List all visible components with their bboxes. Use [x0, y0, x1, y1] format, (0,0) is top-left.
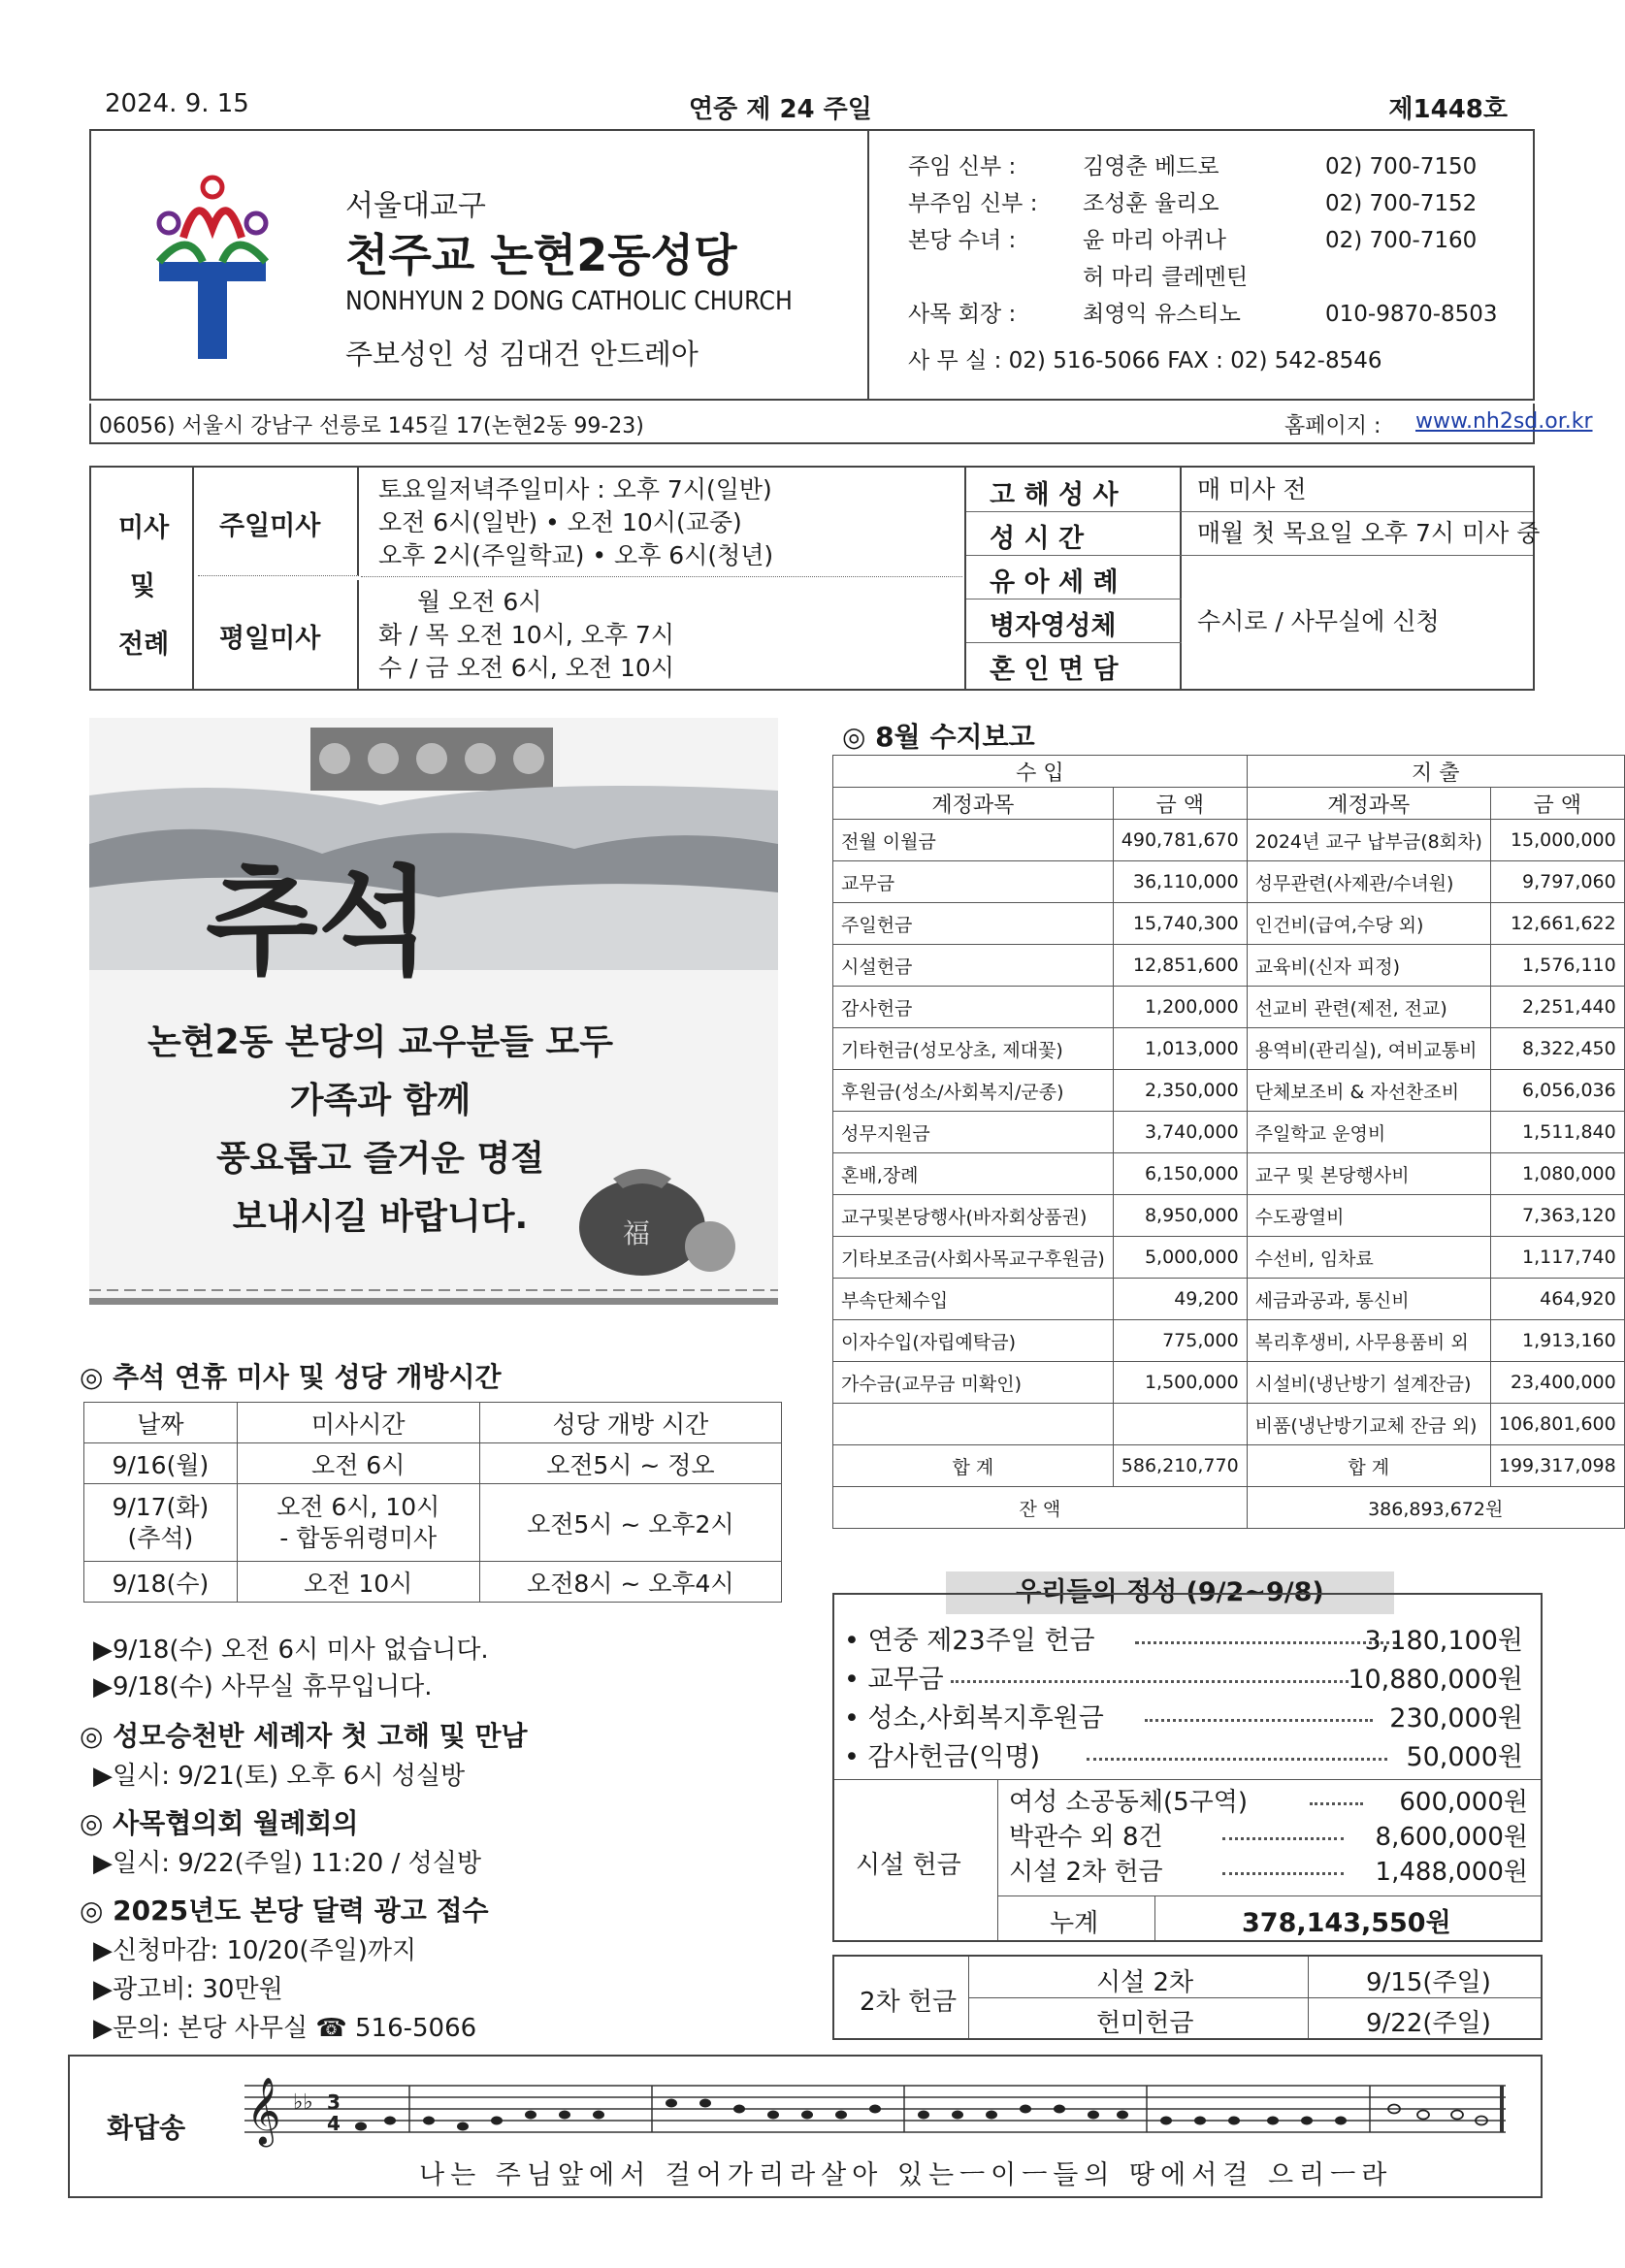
list-item: • 교무금 10,880,000원 [844, 1665, 1523, 1695]
table-row: 이자수입(자립예탁금) 775,000 복리후생비, 사무용품비 외 1,913,160 [833, 1320, 1625, 1362]
homepage-label: 홈페이지 : [1284, 414, 1381, 438]
table-row: 9/16(월) 오전 6시 오전5시 ~ 정오 [84, 1443, 782, 1484]
chuseok-note: ▶9/18(수) 사무실 휴무입니다. [93, 1672, 433, 1701]
lucky-bag-icon [574, 1135, 739, 1280]
issue-number: 제1448호 [1388, 95, 1508, 124]
svg-text:3: 3 [327, 2090, 341, 2114]
list-item: • 성소,사회복지후원금 230,000원 [844, 1703, 1523, 1733]
offering-list [844, 1622, 1523, 1777]
offering-title: 우리들의 정성 (9/2~9/8) [946, 1571, 1394, 1614]
chuseok-schedule-table: 날짜 미사시간 성당 개방 시간 9/16(월) 오전 6시 오전5시 ~ 정오 9/17(화) (추석) 오전 6시, 10시 - 합동위령미사 오전5시 ~ 오후2시 9/18(수) 오전 10시 오전8시 ~ 오후4시 [83, 1402, 782, 1603]
church-name: 천주교 논현2동성당 [345, 229, 737, 281]
list-item: 박관수 외 8건 8,600,000원 [1009, 1823, 1528, 1852]
church-logo-icon [130, 170, 295, 364]
chuseok-note: ▶9/18(수) 오전 6시 미사 없습니다. [93, 1636, 489, 1665]
cumulative-amount: 378,143,550원 [1242, 1908, 1451, 1938]
table-row: 교구및본당행사(바자회상품권) 8,950,000 수도광열비 7,363,120 [833, 1195, 1625, 1237]
list-item: 여성 소공동체(5구역) 600,000원 [1009, 1788, 1528, 1817]
finance-title: ◎ 8월 수지보고 [842, 721, 1035, 753]
psalm-label: 화답송 [107, 2112, 186, 2144]
weekday-mass-times: 월 오전 6시 화 / 목 오전 10시, 오후 7시 수 / 금 오전 6시, 오전 10시 [378, 588, 674, 682]
sacrament-adoration-value: 매월 첫 목요일 오후 7시 미사 중 [1197, 519, 1541, 547]
sacrament-apply-value: 수시로 / 사무실에 신청 [1197, 607, 1440, 635]
notice-item: ▶문의: 본당 사무실 ☎ 516-5066 [93, 2014, 477, 2043]
church-header: 서울대교구 천주교 논현2동성당 NONHYUN 2 DONG CATHOLIC CHURCH 주보성인 성 김대건 안드레아 주임 신부 : 김영춘 베드로 02) 700-7150 부주임 신부 : 조성훈 율리오 02) 700-7152 본당 수녀 : 윤 마리 아퀴나 02) 700-7160 허 마리 클레멘틴 사목 회장 : 최영익 유스티노 010-9870-8503 사 무 실 : 02) 516-5066 FAX : 02) 542-8546 [89, 129, 1535, 401]
expense-header: 지 출 [1247, 756, 1624, 788]
total-row: 합 계 586,210,770 합 계 199,317,098 [833, 1445, 1625, 1487]
facility-list [1009, 1785, 1528, 1890]
table-row: 부속단체수입 49,200 세금과공과, 통신비 464,920 [833, 1279, 1625, 1320]
second-collection-label: 2차 헌금 [860, 1988, 958, 2017]
list-item: • 연중 제23주일 헌금 3,180,100원 [844, 1626, 1523, 1656]
table-row: 성무지원금 3,740,000 주일학교 운영비 1,511,840 [833, 1112, 1625, 1153]
bulletin-date: 2024. 9. 15 [105, 89, 249, 118]
calligraphy-title: 추석 [206, 854, 431, 990]
list-item: 시설 2차 헌금 1,488,000원 [1009, 1858, 1528, 1887]
address: 06056) 서울시 강남구 선릉로 145길 17(논현2동 99-23) [99, 414, 644, 438]
chuseok-schedule-title: ◎ 추석 연휴 미사 및 성당 개방시간 [80, 1361, 502, 1393]
notice-item: ▶광고비: 30만원 [93, 1975, 283, 2004]
notice-item: ▶일시: 9/21(토) 오후 6시 성실방 [93, 1762, 466, 1791]
notice-title: ◎ 성모승천반 세례자 첫 고해 및 만남 [80, 1720, 528, 1752]
notice-item: ▶신청마감: 10/20(주일)까지 [93, 1936, 417, 1965]
table-row: 감사헌금 1,200,000 선교비 관련(제전, 전교) 2,251,440 [833, 987, 1625, 1028]
sacrament-confession-value: 매 미사 전 [1197, 475, 1307, 503]
mass-schedule [89, 466, 1541, 691]
second-collection: 2차 헌금 시설 2차 9/15(주일) 헌미헌금 9/22(주일) [832, 1955, 1543, 2040]
expense-total: 199,317,098 [1490, 1445, 1624, 1487]
table-row: 시설헌금 12,851,600 교육비(신자 피정) 1,576,110 [833, 945, 1625, 987]
table-row: 혼배,장례 6,150,000 교구 및 본당행사비 1,080,000 [833, 1153, 1625, 1195]
weekday-mass-label: 평일미사 [198, 580, 359, 689]
svg-text:𝄞: 𝄞 [246, 2077, 281, 2145]
income-header: 수 입 [833, 756, 1248, 788]
table-row: 전월 이월금 490,781,670 2024년 교구 납부금(8회차) 15,000,000 [833, 820, 1625, 861]
bag-character: 福 [623, 1217, 651, 1249]
greeting-text: 논현2동 본당의 교우분들 모두 가족과 함께 풍요롭고 즐거운 명절 보내시길 바랍니다. [147, 1022, 613, 1237]
list-item: • 감사헌금(익명) 50,000원 [844, 1742, 1523, 1772]
table-row: 9/18(수) 오전 10시 오전8시 ~ 오후4시 [84, 1562, 782, 1603]
table-row: 가수금(교무금 미확인) 1,500,000 시설비(냉난방기 설계잔금) 23,400,000 [833, 1362, 1625, 1404]
sunday-mass-times: 토요일저녁주일미사 : 오후 7시(일반) 오전 6시(일반) • 오전 10시(교중) 오후 2시(주일학교) • 오후 6시(청년) [378, 475, 774, 569]
mass-group-label: 미사 및 전례 [91, 468, 194, 689]
sacrament-labels: 고 해 성 사 성 시 간 유 아 세 례 병자영성체 혼 인 면 담 [966, 468, 1182, 689]
balance-row: 잔 액 386,893,672원 [833, 1487, 1625, 1529]
church-name-english: NONHYUN 2 DONG CATHOLIC CHURCH [345, 286, 793, 316]
diocese-name: 서울대교구 [345, 189, 486, 223]
liturgical-week: 연중 제 24 주일 [689, 95, 872, 124]
psalm-lyrics: 나는 주님앞에서 걸어가리라살아 있는ㅡ이ㅡ들의 땅에서걸 으리ㅡ라 [419, 2160, 1393, 2190]
notice-item: ▶일시: 9/22(주일) 11:20 / 성실방 [93, 1849, 481, 1878]
table-row: 주일헌금 15,740,300 인건비(급여,수당 외) 12,661,622 [833, 903, 1625, 945]
music-staff-icon [244, 2066, 1535, 2163]
notice-title: ◎ 사목협의회 월례회의 [80, 1807, 359, 1839]
address-bar [89, 404, 1593, 444]
table-row: 비품(냉난방기교체 잔금 외) 106,801,600 [833, 1404, 1625, 1445]
table-row: 기타헌금(성모상초, 제대꽃) 1,013,000 용역비(관리실), 여비교통비 8,322,450 [833, 1028, 1625, 1070]
table-row: 교무금 36,110,000 성무관련(사제관/수녀원) 9,797,060 [833, 861, 1625, 903]
balance-amount: 386,893,672원 [1247, 1487, 1624, 1529]
responsorial-psalm [68, 2055, 1543, 2198]
facility-label: 시설 헌금 [856, 1851, 961, 1880]
sunday-mass-label: 주일미사 [198, 468, 359, 576]
finance-table: 수 입 지 출 계정과목 금 액 계정과목 금 액 전월 이월금 490,781,670 2024년 교구 납부금(8회차) 15,000,000 교무금 36,110,000 성무관련(사제관/수녀원) 9,797,060 주일헌금 15,740,300 인건비(급여,수당 외) 12,661,622 시설헌금 12,851,600 교육비(신자 피정) 1,576,110 감사헌금 1,200,000 선교비 관련(제전, 전교) 2,251,440 기타헌금(성모상초, 제대꽃) 1,013,000 용역비(관리실), 여비교통비 8,322,450 후원금(성소/사회복지/군종) 2,350,000 단체보조비 & 자선찬조비 6,056,036 성무지원금 3,740,000 주일학교 운영비 1,511,840 혼배,장례 6,150,000 교구 및 본당행사비 1,080,000 교구및본당행사(바자회상품권) 8,950,000 수도광열비 7,363,120 기타보조금(사회사목교구후원금) 5,000,000 수선비, 임차료 1,117,740 부속단체수입 49,200 세금과공과, 통신비 464,920 이자수입(자립예탁금) 775,000 복리후생비, 사무용품비 외 1,913,160 가수금(교무금 미확인) 1,500,000 시설비(냉난방기 설계잔금) 23,400,000 비품(냉난방기교체 잔금 외) 106,801,600 합 계 586,210,770 합 계 199,317,098 잔 액 386,893,672원 [832, 755, 1625, 1529]
notice-title: ◎ 2025년도 본당 달력 광고 접수 [80, 1895, 489, 1927]
top-line [97, 89, 1508, 126]
cumulative-label: 누계 [1050, 1909, 1099, 1938]
chuseok-banner [89, 718, 778, 1305]
table-row: 후원금(성소/사회복지/군종) 2,350,000 단체보조비 & 자선찬조비 6,056,036 [833, 1070, 1625, 1112]
svg-text:4: 4 [327, 2112, 341, 2135]
svg-text:♭♭: ♭♭ [293, 2090, 313, 2115]
income-total: 586,210,770 [1113, 1445, 1247, 1487]
patron-saint: 주보성인 성 김대건 안드레아 [345, 338, 699, 371]
table-row: 9/17(화) (추석) 오전 6시, 10시 - 합동위령미사 오전5시 ~ 오후2시 [84, 1484, 782, 1562]
offering-box [832, 1593, 1543, 1942]
homepage-link[interactable]: www.nh2sd.or.kr [1415, 409, 1593, 434]
table-row: 기타보조금(사회사목교구후원금) 5,000,000 수선비, 임차료 1,117,740 [833, 1237, 1625, 1279]
